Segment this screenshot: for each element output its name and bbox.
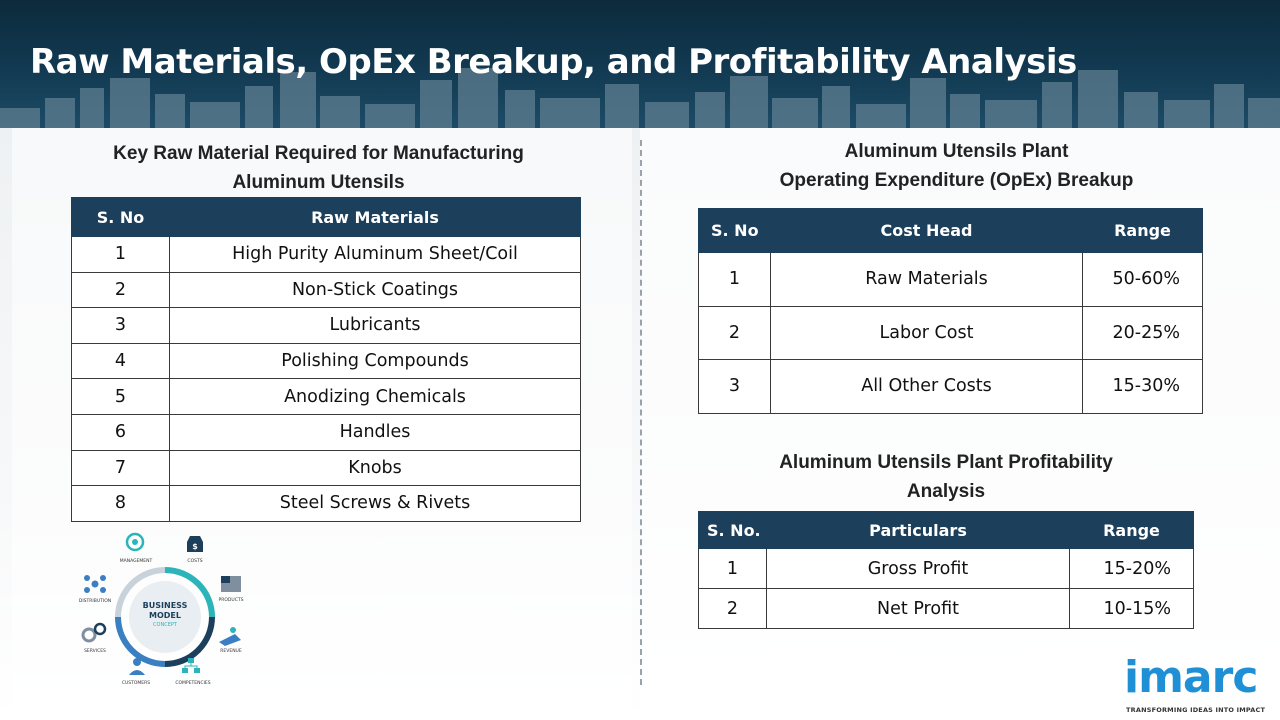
raw-materials-title-line1: Key Raw Material Required for Manufacturing	[113, 143, 524, 164]
table-row	[72, 308, 581, 344]
table-header-row	[699, 512, 1194, 549]
column-header-raw-materials: Raw Materials	[170, 198, 581, 237]
bm-center-line1: BUSINESS	[142, 601, 188, 610]
logo-wordmark: imarc	[1124, 652, 1258, 703]
opex-title-line2: Operating Expenditure (OpEx) Breakup	[779, 170, 1134, 191]
table-row	[72, 343, 581, 379]
label-distribution: DISTRIBUTION	[78, 599, 112, 604]
row-number: 2	[699, 306, 771, 360]
logo-tagline: TRANSFORMING IDEAS INTO IMPACT	[1126, 706, 1266, 714]
raw-materials-title-line2: Aluminum Utensils	[232, 172, 405, 193]
table-row	[72, 272, 581, 308]
row-number: 4	[72, 343, 170, 379]
raw-materials-table	[71, 197, 581, 522]
bm-center-line3: CONCEPT	[153, 622, 177, 628]
material-name: Steel Screws & Rivets	[170, 486, 581, 522]
cost-range: 50-60%	[1083, 253, 1203, 307]
material-name: Lubricants	[170, 308, 581, 344]
profit-range: 10-15%	[1070, 589, 1194, 629]
label-competencies: COMPETENCIES	[175, 681, 211, 686]
row-number: 2	[699, 589, 767, 629]
products-icon	[221, 576, 241, 592]
row-number: 3	[699, 360, 771, 414]
row-number: 3	[72, 308, 170, 344]
row-number: 6	[72, 414, 170, 450]
table-row	[72, 450, 581, 486]
column-header-sno: S. No.	[699, 512, 767, 549]
bm-center-line2: MODEL	[149, 611, 181, 620]
distribution-icon	[84, 575, 106, 593]
column-header-range: Range	[1083, 209, 1203, 253]
material-name: Knobs	[170, 450, 581, 486]
row-number: 5	[72, 379, 170, 415]
table-row	[699, 306, 1203, 360]
header-banner	[0, 0, 1280, 128]
row-number: 1	[699, 253, 771, 307]
material-name: Polishing Compounds	[170, 343, 581, 379]
profitability-title-line2: Analysis	[906, 481, 986, 502]
label-revenue: REVENUE	[220, 649, 242, 654]
table-row	[72, 414, 581, 450]
table-header-row	[72, 198, 581, 237]
cost-head: Labor Cost	[771, 306, 1083, 360]
label-services: SERVICES	[84, 649, 106, 654]
imarc-logo	[1124, 652, 1274, 718]
profit-range: 15-20%	[1070, 549, 1194, 589]
cost-range: 20-25%	[1083, 306, 1203, 360]
cost-head: Raw Materials	[771, 253, 1083, 307]
table-row	[72, 486, 581, 522]
table-row	[699, 253, 1203, 307]
table-row	[699, 549, 1194, 589]
page-title: Raw Materials, OpEx Breakup, and Profitability Analysis	[30, 42, 1077, 82]
column-header-sno: S. No	[699, 209, 771, 253]
costs-icon	[187, 536, 203, 552]
material-name: Handles	[170, 414, 581, 450]
opex-title-line1: Aluminum Utensils Plant	[844, 141, 1069, 162]
opex-table	[698, 208, 1203, 414]
column-header-sno: S. No	[72, 198, 170, 237]
column-header-particulars: Particulars	[767, 512, 1070, 549]
table-row	[699, 360, 1203, 414]
label-customers: CUSTOMERS	[121, 681, 151, 686]
opex-title	[710, 137, 1203, 195]
raw-materials-title	[71, 139, 566, 197]
table-row	[72, 237, 581, 273]
row-number: 8	[72, 486, 170, 522]
revenue-icon	[219, 627, 241, 646]
svg-text:$: $	[192, 542, 198, 551]
cost-range: 15-30%	[1083, 360, 1203, 414]
profitability-table	[698, 511, 1194, 629]
row-number: 7	[72, 450, 170, 486]
material-name: High Purity Aluminum Sheet/Coil	[170, 237, 581, 273]
dashed-divider	[640, 140, 642, 685]
management-icon	[127, 534, 143, 550]
column-header-range: Range	[1070, 512, 1194, 549]
material-name: Anodizing Chemicals	[170, 379, 581, 415]
table-row	[699, 589, 1194, 629]
label-products: PRODUCTS	[218, 598, 244, 603]
column-header-cost-head: Cost Head	[771, 209, 1083, 253]
particular-name: Gross Profit	[767, 549, 1070, 589]
particular-name: Net Profit	[767, 589, 1070, 629]
row-number: 2	[72, 272, 170, 308]
table-header-row	[699, 209, 1203, 253]
row-number: 1	[72, 237, 170, 273]
table-row	[72, 379, 581, 415]
label-management: MANAGEMENT	[119, 559, 153, 564]
profitability-title-line1: Aluminum Utensils Plant Profitability	[779, 452, 1113, 473]
business-model-graphic	[75, 532, 255, 692]
profitability-title	[698, 448, 1194, 506]
material-name: Non-Stick Coatings	[170, 272, 581, 308]
services-icon	[83, 624, 105, 641]
cost-head: All Other Costs	[771, 360, 1083, 414]
label-costs: COSTS	[187, 559, 203, 564]
row-number: 1	[699, 549, 767, 589]
